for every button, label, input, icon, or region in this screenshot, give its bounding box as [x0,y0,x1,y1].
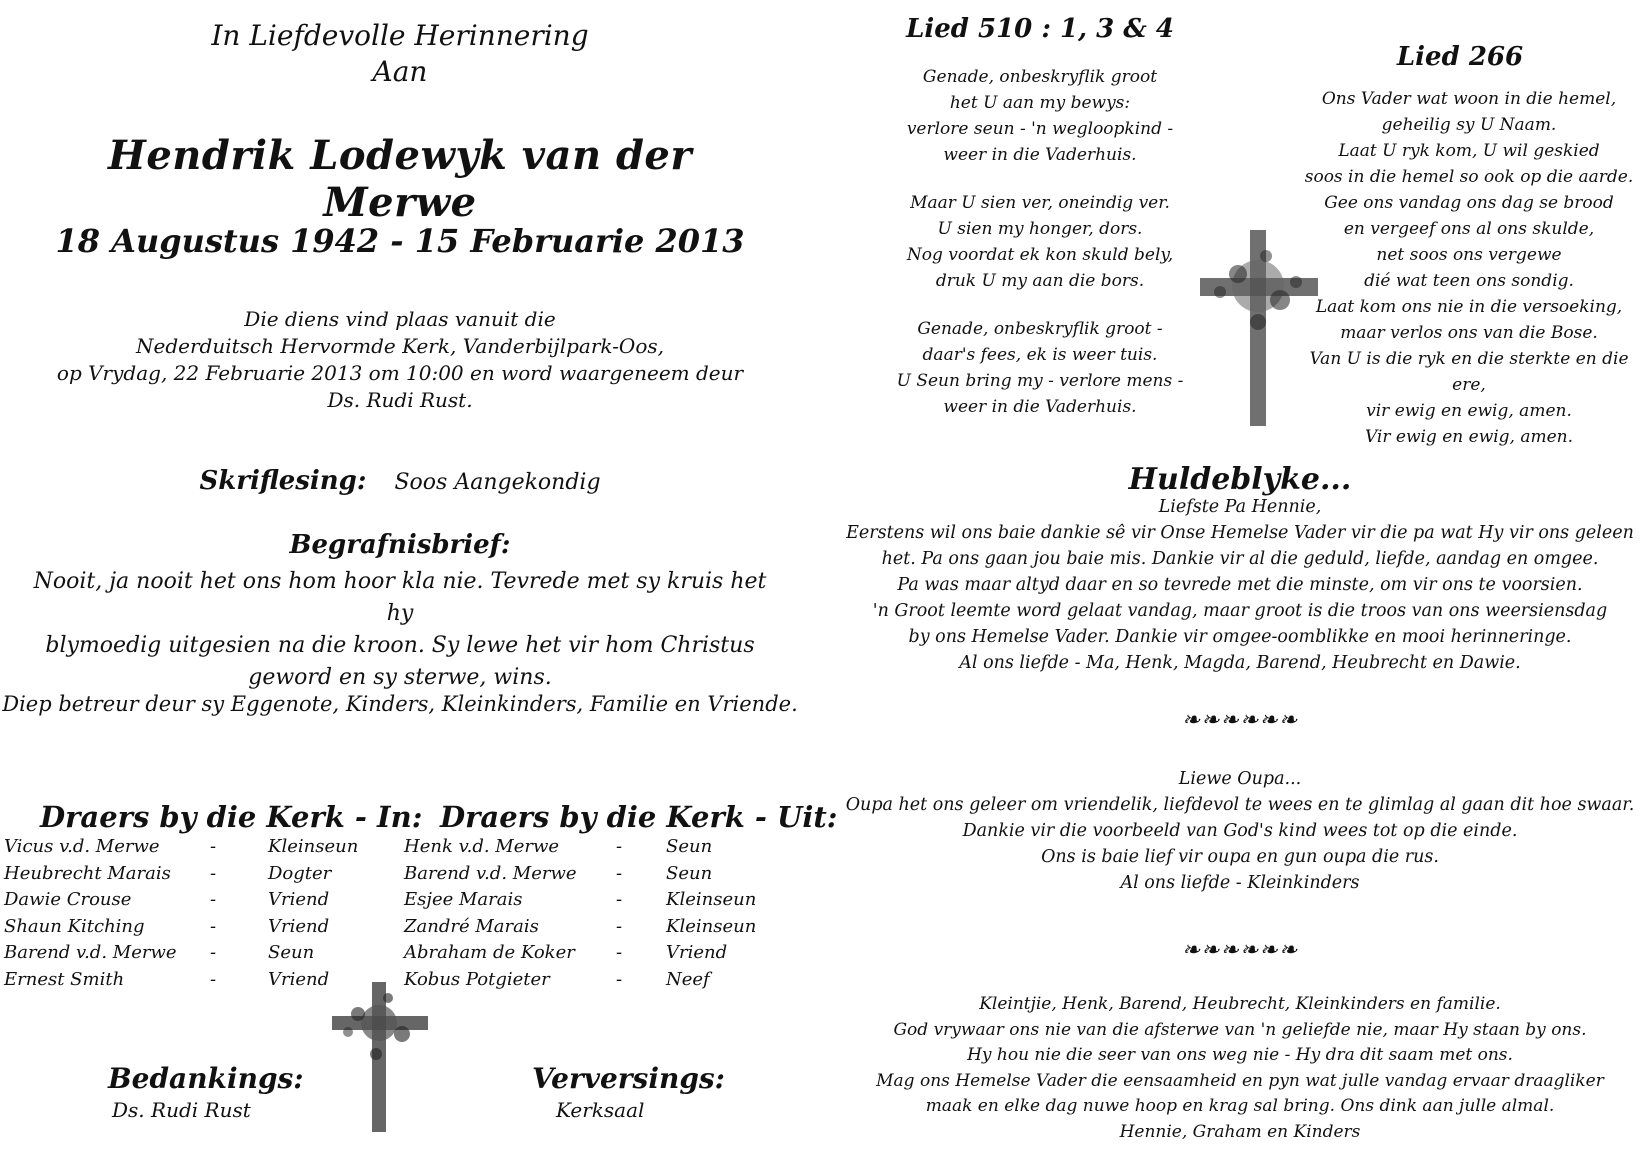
hymn-266-text [1290,86,1648,450]
funeral-letter-line: Nooit, ja nooit het ons hom hoor kla nie. Tevrede met sy kruis het hy [33,569,767,626]
tribute-line: Ons is baie lief vir oupa en gun oupa die rus. [1041,847,1439,867]
pallbearer-sep: - [210,836,217,857]
hymn-line: weer in die Vaderhuis. [943,397,1137,417]
pallbearer-name: Vicus v.d. Merwe [4,836,160,857]
pallbearer-row [4,940,374,967]
pallbearers-in-list [4,834,374,993]
tribute-line: Al ons liefde - Kleinkinders [1120,873,1360,893]
pallbearer-name: Heubrecht Marais [4,862,171,884]
service-line: Nederduitsch Hervormde Kerk, Vanderbijlpark-Oos, [136,334,664,358]
pallbearer-row [404,940,784,967]
hymn-line: Gee ons vandag ons dag se brood [1324,193,1614,213]
hymn-510-text [880,64,1200,420]
pallbearer-name: Zandré Marais [404,915,539,937]
hymn-line: het U aan my bewys: [949,93,1131,113]
pallbearer-role: Kleinseun [268,836,359,857]
tribute-line: Eerstens wil ons baie dankie sê vir Onse Hemelse Vader vir die pa wat Hy vir ons geleen [846,523,1634,543]
pallbearer-name: Esjee Marais [404,889,523,910]
tribute-line: Liefste Pa Hennie, [1158,497,1322,517]
hymn-line: daar's fees, ek is weer tuis. [922,345,1158,365]
tribute-line: maak en elke dag nuwe hoop en krag sal bring. Ons dink aan julle almal. [925,1096,1555,1116]
pallbearer-row [404,861,784,888]
pallbearer-name: Kobus Potgieter [404,968,550,990]
thanks-heading: Bedankings: [108,1062,304,1095]
pallbearer-role: Vriend [268,968,330,990]
pallbearer-role: Kleinseun [666,889,757,910]
pallbearer-row [404,914,784,941]
service-line: Die diens vind plaas vanuit die [244,307,556,331]
hymn-510-heading: Lied 510 : 1, 3 & 4 [906,14,1174,44]
hymn-line: Laat U ryk kom, U wil geskied [1338,141,1600,161]
pallbearer-sep: - [210,915,217,937]
pallbearer-name: Shaun Kitching [4,915,145,937]
pallbearer-sep: - [616,836,623,857]
pallbearer-sep: - [210,968,217,990]
hymn-line: U sien my honger, dors. [937,219,1143,239]
tribute-line: Mag ons Hemelse Vader die eensaamheid en pyn wat julle vandag ervaar draagliker [876,1070,1604,1091]
tribute-line: Hennie, Graham en Kinders [1119,1121,1361,1142]
pallbearer-name: Dawie Crouse [4,889,132,910]
pallbearer-name: Ernest Smith [4,968,125,990]
hymn-line: Nog voordat ek kon skuld bely, [906,245,1174,265]
hymn-line: Genade, onbeskryflik groot - [917,319,1163,339]
deceased-name: Hendrik Lodewyk van der Merwe [108,132,692,226]
hymn-line: soos in die hemel so ook op die aarde. [1304,167,1634,187]
funeral-letter-text [20,566,780,694]
pallbearer-sep: - [616,915,623,937]
hymn-line: en vergeef ons al ons skulde, [1343,219,1595,239]
pallbearer-role: Seun [268,942,315,963]
tribute-line: by ons Hemelse Vader. Dankie vir omgee-oomblikke en mooi herinneringe. [908,627,1572,647]
refreshments-heading: Verversings: [532,1062,725,1095]
mourners-line: Diep betreur deur sy Eggenote, Kinders, Kleinkinders, Familie en Vriende. [2,692,798,716]
pallbearer-row [4,861,374,888]
tribute-line: Hy hou nie die seer van ons weg nie - Hy dra dit saam met ons. [967,1045,1513,1065]
cross-icon [318,976,442,1140]
hymn-line: Ons Vader wat woon in die hemel, [1321,89,1617,109]
funeral-letter-line: blymoedig uitgesien na die kroon. Sy lewe het vir hom Christus [45,633,755,658]
pallbearer-row [404,967,784,994]
flourish-divider: ❧❧❧❧❧❧ [1181,938,1299,963]
hymn-line: Van U is die ryk en die sterkte en die ere, [1309,349,1629,395]
hymn-266-heading: Lied 266 [1396,42,1524,72]
pallbearer-sep: - [616,889,623,910]
service-details [20,306,780,414]
hymn-line: druk U my aan die bors. [935,271,1145,291]
flourish-divider: ❧❧❧❧❧❧ [1181,708,1299,733]
tribute-grandchildren [840,766,1640,896]
pallbearer-name: Barend v.d. Merwe [4,942,177,963]
hymn-line: net soos ons vergewe [1376,245,1562,265]
memorial-heading-line2: Aan [372,55,428,88]
hymn-line: Genade, onbeskryflik groot [922,67,1158,87]
funeral-letter-heading: Begrafnisbrief: [289,530,511,560]
tribute-friends [840,992,1640,1145]
tribute-line: God vrywaar ons nie van die afsterwe van 'n geliefde nie, maar Hy staan by ons. [893,1019,1587,1040]
pallbearer-role: Dogter [268,862,332,884]
hymn-line: Maar U sien ver, oneindig ver. [910,193,1170,213]
tribute-line: Dankie vir die voorbeeld van God's kind wees tot op die einde. [962,821,1518,841]
pallbearer-role: Seun [666,862,713,884]
pallbearer-role: Vriend [268,889,330,910]
pallbearer-row [4,914,374,941]
pallbearer-row [4,887,374,914]
hymn-line: Laat kom ons nie in die versoeking, [1315,297,1623,317]
pallbearer-sep: - [616,968,623,990]
hymn-line: geheilig sy U Naam. [1381,115,1557,135]
tribute-line: Oupa het ons geleer om vriendelik, liefdevol te wees en te glimlag al gaan dit hoe swaar. [845,795,1635,815]
tribute-line: Pa was maar altyd daar en so tevrede met die minste, om vir ons te voorsien. [897,575,1583,595]
pallbearer-role: Neef [666,968,710,990]
pallbearer-name: Henk v.d. Merwe [404,836,560,857]
pallbearer-role: Kleinseun [666,915,757,937]
memorial-heading [60,18,740,90]
pallbearers-out-heading: Draers by die Kerk - Uit: [440,800,838,834]
hymn-line: U Seun bring my - verlore mens - [896,371,1184,391]
hymn-line: Vir ewig en ewig, amen. [1364,427,1574,447]
pallbearer-sep: - [210,889,217,910]
scripture-label: Skriflesing: [199,466,367,496]
pallbearers-in-heading: Draers by die Kerk - In: [40,800,423,834]
life-dates: 18 Augustus 1942 - 15 Februarie 2013 [55,222,745,260]
tribute-line: Al ons liefde - Ma, Henk, Magda, Barend, Heubrecht en Dawie. [959,653,1521,673]
pallbearer-role: Vriend [268,915,330,937]
tribute-family [840,494,1640,676]
pallbearer-sep: - [616,862,623,884]
hymn-line: dié wat teen ons sondig. [1364,271,1574,291]
pallbearer-name: Abraham de Koker [404,942,575,963]
hymn-line: weer in die Vaderhuis. [943,145,1137,165]
pallbearer-role: Vriend [666,942,728,963]
pallbearer-sep: - [616,942,623,963]
pallbearer-name: Barend v.d. Merwe [404,862,577,884]
tribute-line: het. Pa ons gaan jou baie mis. Dankie vir al die geduld, liefde, aandag en omgee. [881,549,1599,569]
pallbearer-row [4,834,374,861]
hymn-line: verlore seun - 'n wegloopkind - [906,119,1174,139]
tribute-line: Kleintjie, Henk, Barend, Heubrecht, Kleinkinders en familie. [979,994,1501,1014]
memorial-heading-line1: In Liefdevolle Herinnering [211,19,589,52]
service-line: op Vrydag, 22 Februarie 2013 om 10:00 en word waargeneem deur [56,361,744,385]
pallbearer-row [404,834,784,861]
pallbearer-sep: - [210,942,217,963]
pallbearer-role: Seun [666,836,713,857]
pallbearer-sep: - [210,862,217,884]
pallbearer-row [404,887,784,914]
tributes-heading: Huldeblyke... [1128,462,1352,497]
service-line: Ds. Rudi Rust. [327,388,473,412]
thanks-value: Ds. Rudi Rust [112,1098,251,1122]
hymn-line: maar verlos ons van die Bose. [1340,323,1598,343]
funeral-letter-line: geword en sy sterwe, wins. [248,665,552,690]
tribute-line: 'n Groot leemte word gelaat vandag, maar groot is die troos van ons weersiensdag [872,601,1608,621]
pallbearers-out-list [404,834,784,993]
refreshments-value: Kerksaal [556,1098,645,1122]
hymn-line: vir ewig en ewig, amen. [1366,401,1572,421]
tribute-line: Liewe Oupa... [1178,769,1302,789]
scripture-value: Soos Aangekondig [394,470,601,495]
scripture-reading [20,466,780,496]
